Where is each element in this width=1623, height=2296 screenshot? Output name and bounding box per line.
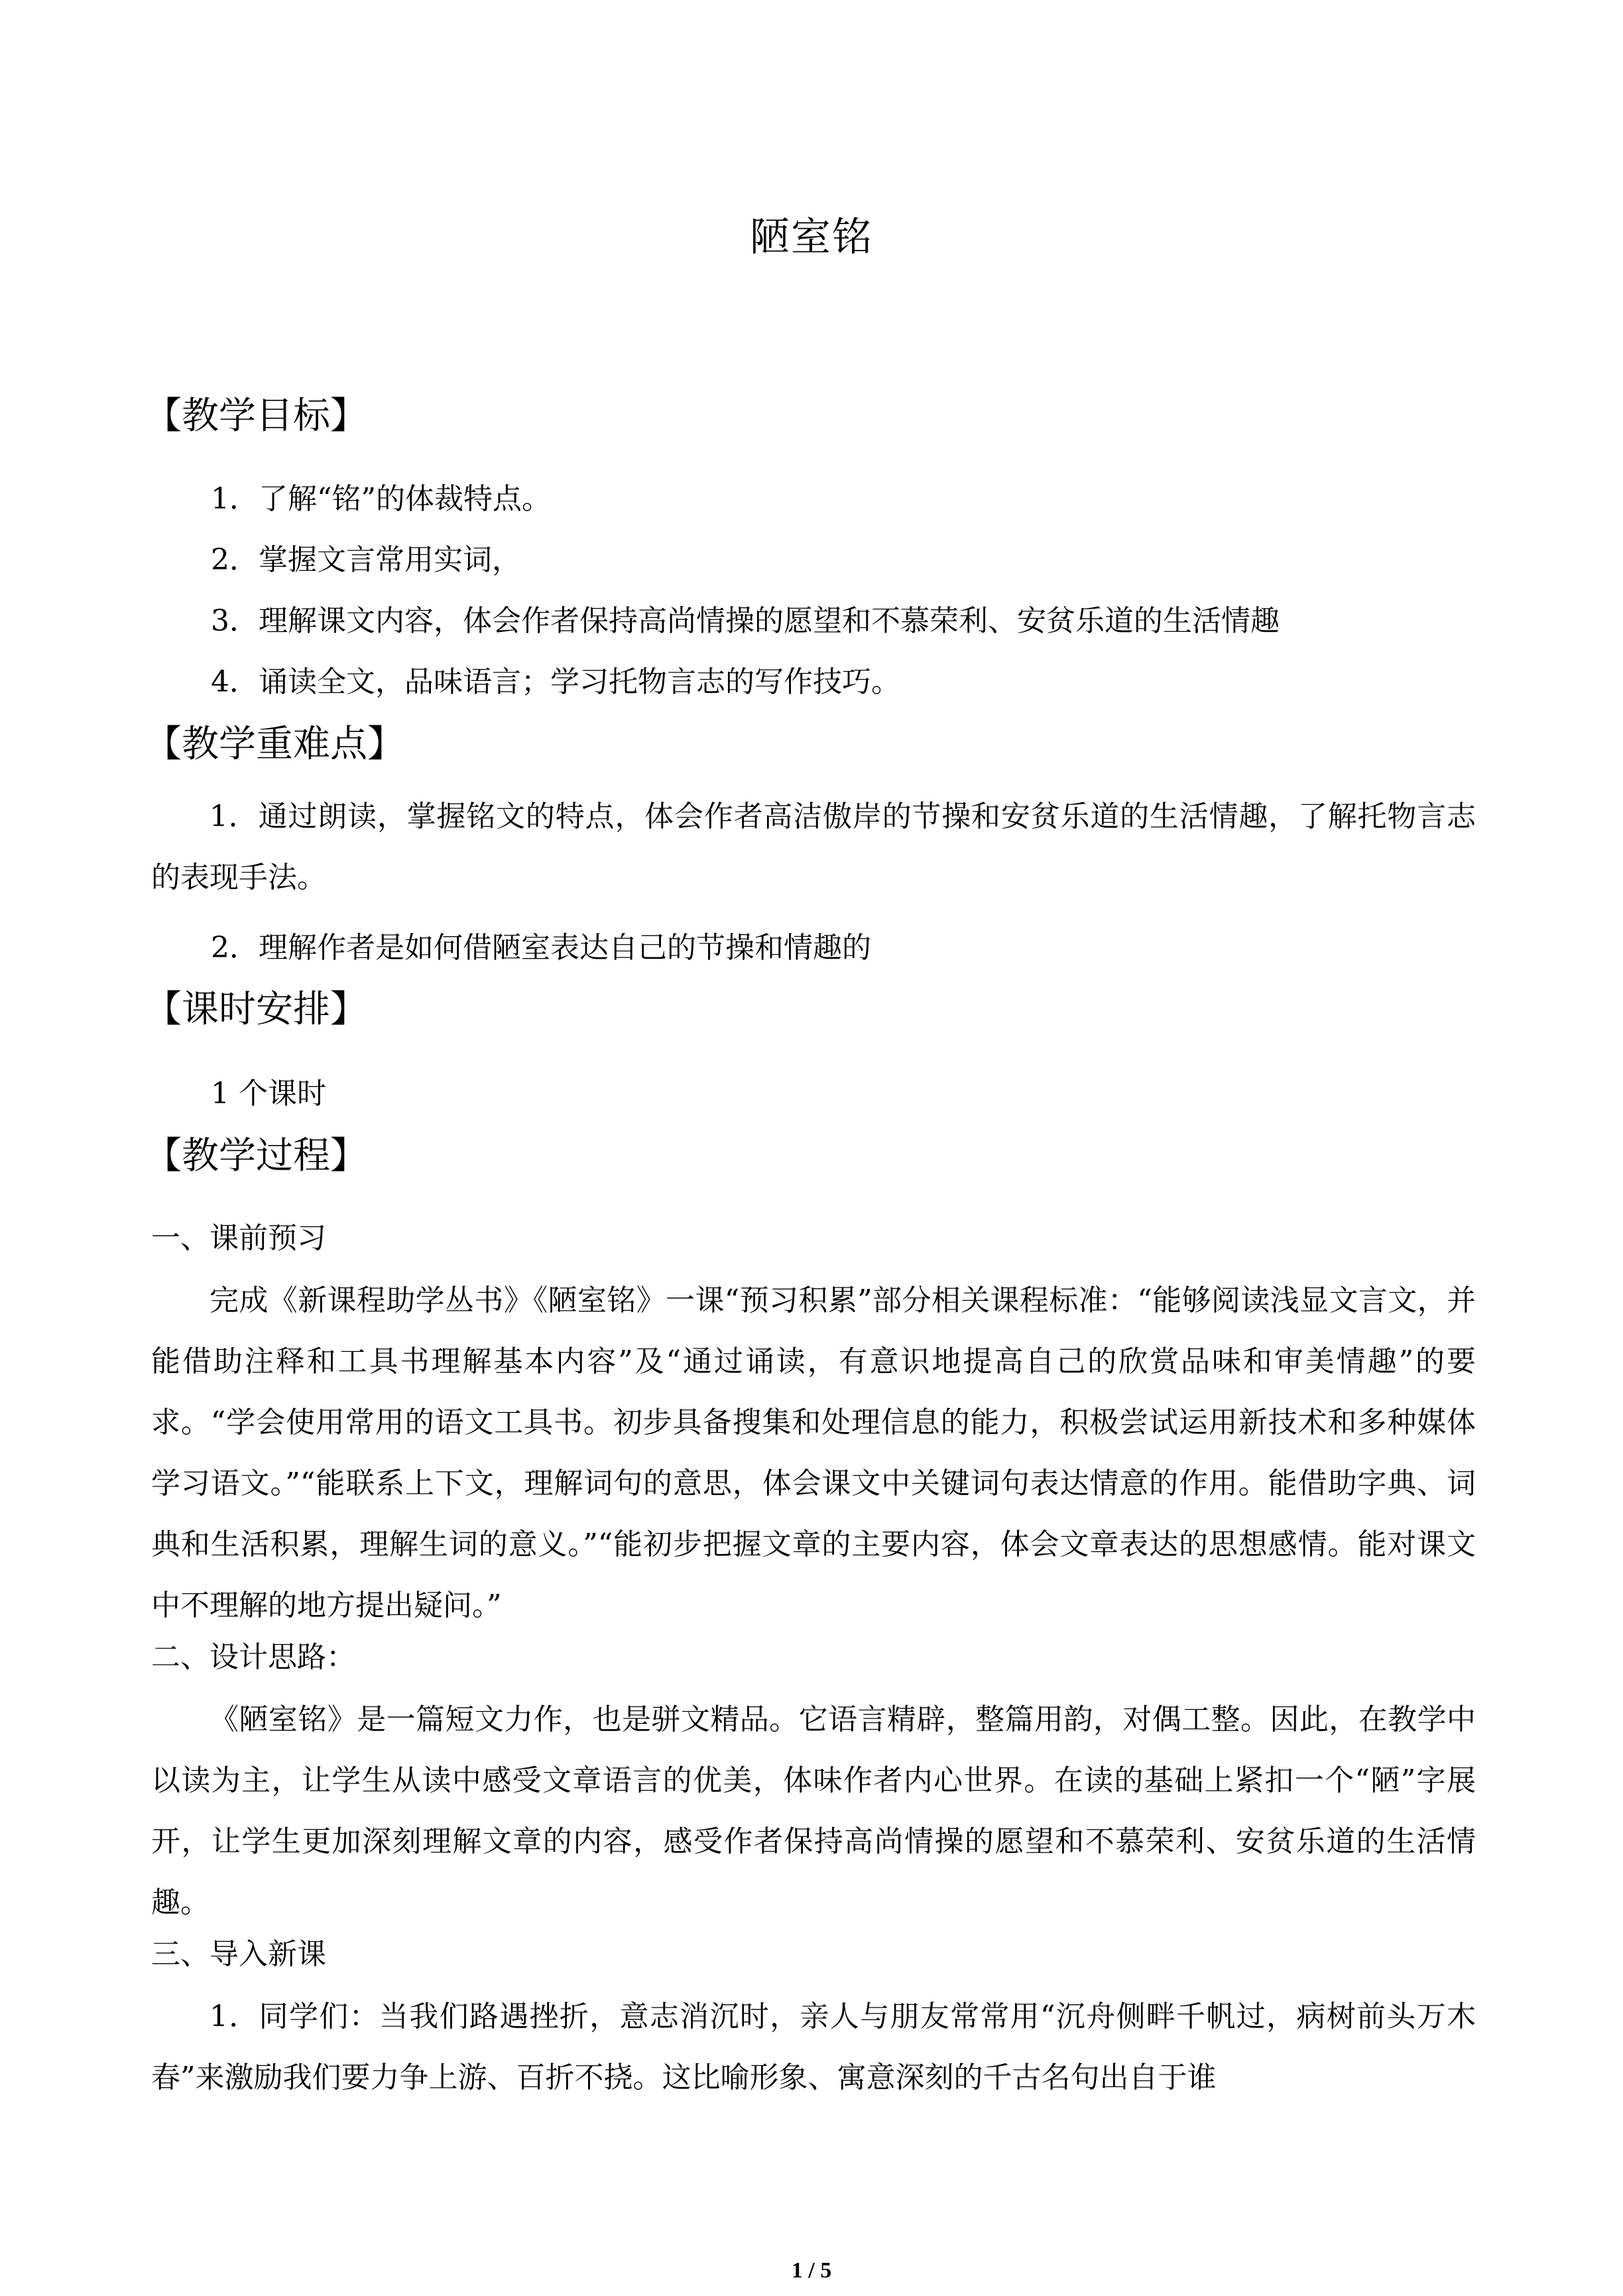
process-subheading-3: 三、导入新课 [151,1937,326,1971]
process-paragraph-1: 完成《新课程助学丛书》《陋室铭》一课“预习积累”部分相关课程标准：“能够阅读浅显文言文，并能借助注释和工具书理解基本内容”及“通过诵读，有意识地提高自己的欣赏品味和审美情趣”的要求。“学会使用常用的语文工具书。初步具备搜集和处理信息的能力，积极尝试运用新技术和多种媒体学习语文。”“能联系上下文，理解词句的意思，体会课文中关键词句表达情意的作用。能借助字典、词典和生活积累，理解生词的意义。”“能初步把握文章的主要内容，体会文章表达的思想感情。能对课文中不理解的地方提出疑问。” [151,1284,1476,1622]
heading-key-points: 【教学重难点】 [145,723,404,766]
page-number: 1 / 5 [791,2258,832,2283]
process-paragraph-3: 1．同学们：当我们路遇挫折，意志消沉时，亲人与朋友常常用“沉舟侧畔千帆过，病树前头万木春”来激励我们要力争上游、百折不挠。这比喻形象、寓意深刻的千古名句出自于谁 [151,2000,1476,2094]
document-title: 陋室铭 [750,214,873,261]
heading-process: 【教学过程】 [145,1134,367,1178]
process-subheading-1: 一、课前预习 [151,1221,326,1255]
heading-schedule: 【课时安排】 [145,988,367,1031]
process-subheading-2: 二、设计思路： [151,1640,355,1674]
schedule-text: 1 个课时 [211,1077,326,1111]
process-paragraph-2: 《陋室铭》是一篇短文力作，也是骈文精品。它语言精辟，整篇用韵，对偶工整。因此，在教学中以读为主，让学生从读中感受文章语言的优美，体味作者内心世界。在读的基础上紧扣一个“陋”字展开，让学生更加深刻理解文章的内容，感受作者保持高尚情操的愿望和不慕荣利、安贫乐道的生活情趣。 [151,1703,1476,1919]
heading-teaching-goals: 【教学目标】 [145,394,367,438]
key-point-1: 1．通过朗读，掌握铭文的特点，体会作者高洁傲岸的节操和安贫乐道的生活情趣，了解托物言志的表现手法。 [151,800,1476,894]
goal-item-1: 1．了解“铭”的体裁特点。 [211,482,551,516]
key-point-2: 2．理解作者是如何借陋室表达自己的节操和情趣的 [211,931,871,965]
goal-item-3: 3．理解课文内容，体会作者保持高尚情操的愿望和不慕荣利、安贫乐道的生活情趣 [211,604,1280,638]
goal-item-2: 2．掌握文言常用实词， [211,543,521,577]
goal-item-4: 4．诵读全文，品味语言；学习托物言志的写作技巧。 [211,665,900,699]
